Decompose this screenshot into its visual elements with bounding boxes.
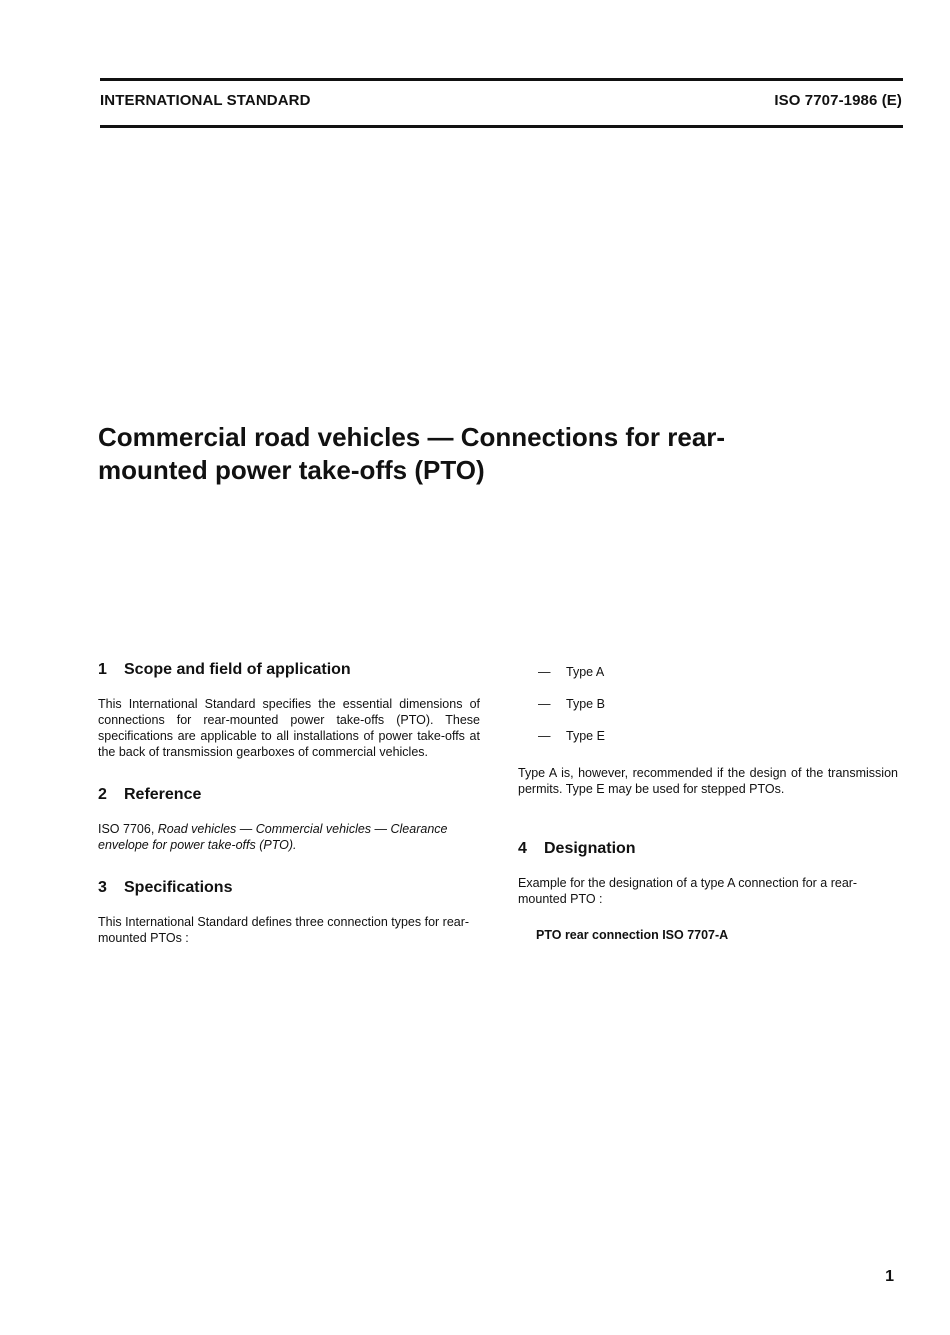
section-text: Example for the designation of a type A connection for a rear-mounted PTO : (518, 876, 858, 906)
section-title: Specifications (124, 879, 233, 896)
document-title (98, 421, 838, 487)
reference-code: ISO 7706, (98, 822, 155, 836)
section-title: Reference (124, 786, 202, 803)
document-type-label: INTERNATIONAL STANDARD (100, 92, 311, 109)
right-column (518, 664, 898, 943)
section-text: This International Standard defines three connection types for rear-mounted PTOs : (98, 915, 470, 945)
list-item (518, 696, 898, 728)
list-item (518, 664, 898, 696)
reference-text (98, 821, 480, 853)
list-dash: — (538, 729, 551, 743)
header-rule-bottom (100, 125, 903, 128)
section-designation (518, 839, 898, 943)
section-title: Designation (544, 840, 636, 857)
section-scope (98, 660, 480, 760)
reference-title: Road vehicles — Commercial vehicles — Clearance envelope for power take-offs (PTO). (98, 822, 448, 852)
page-number: 1 (885, 1268, 894, 1285)
list-item (518, 728, 898, 760)
title-line-1: Commercial road vehicles — Connections for rear- (98, 422, 726, 452)
type-note: Type A is, however, recommended if the design of the transmission permits. Type E may be used for stepped PTOs. (518, 766, 898, 796)
section-heading (98, 660, 480, 680)
section-heading (98, 785, 480, 805)
section-reference (98, 785, 480, 853)
list-dash: — (538, 697, 551, 711)
left-column (98, 660, 480, 946)
section-heading (518, 839, 898, 859)
section-title: Scope and field of application (124, 661, 351, 678)
section-specifications (98, 878, 480, 946)
connection-type-list (518, 664, 898, 760)
section-number: 1 (98, 661, 107, 678)
list-item-label: Type B (566, 697, 605, 711)
section-heading (98, 878, 480, 898)
designation-example: PTO rear connection ISO 7707-A (536, 928, 729, 942)
section-number: 4 (518, 840, 527, 857)
section-text: This International Standard specifies the essential dimensions of connections for rear-mounted power take-offs (PTO). These specifications are applicable to all installations of power take-offs at the back of transmission gearboxes of commercial vehicles. (98, 697, 480, 759)
list-item-label: Type A (566, 665, 605, 679)
header-rule-top (100, 78, 903, 81)
list-dash: — (538, 665, 551, 679)
list-item-label: Type E (566, 729, 605, 743)
title-line-2: mounted power take-offs (PTO) (98, 455, 485, 485)
standard-number: ISO 7707-1986 (E) (774, 92, 902, 109)
section-number: 2 (98, 786, 107, 803)
section-number: 3 (98, 879, 107, 896)
